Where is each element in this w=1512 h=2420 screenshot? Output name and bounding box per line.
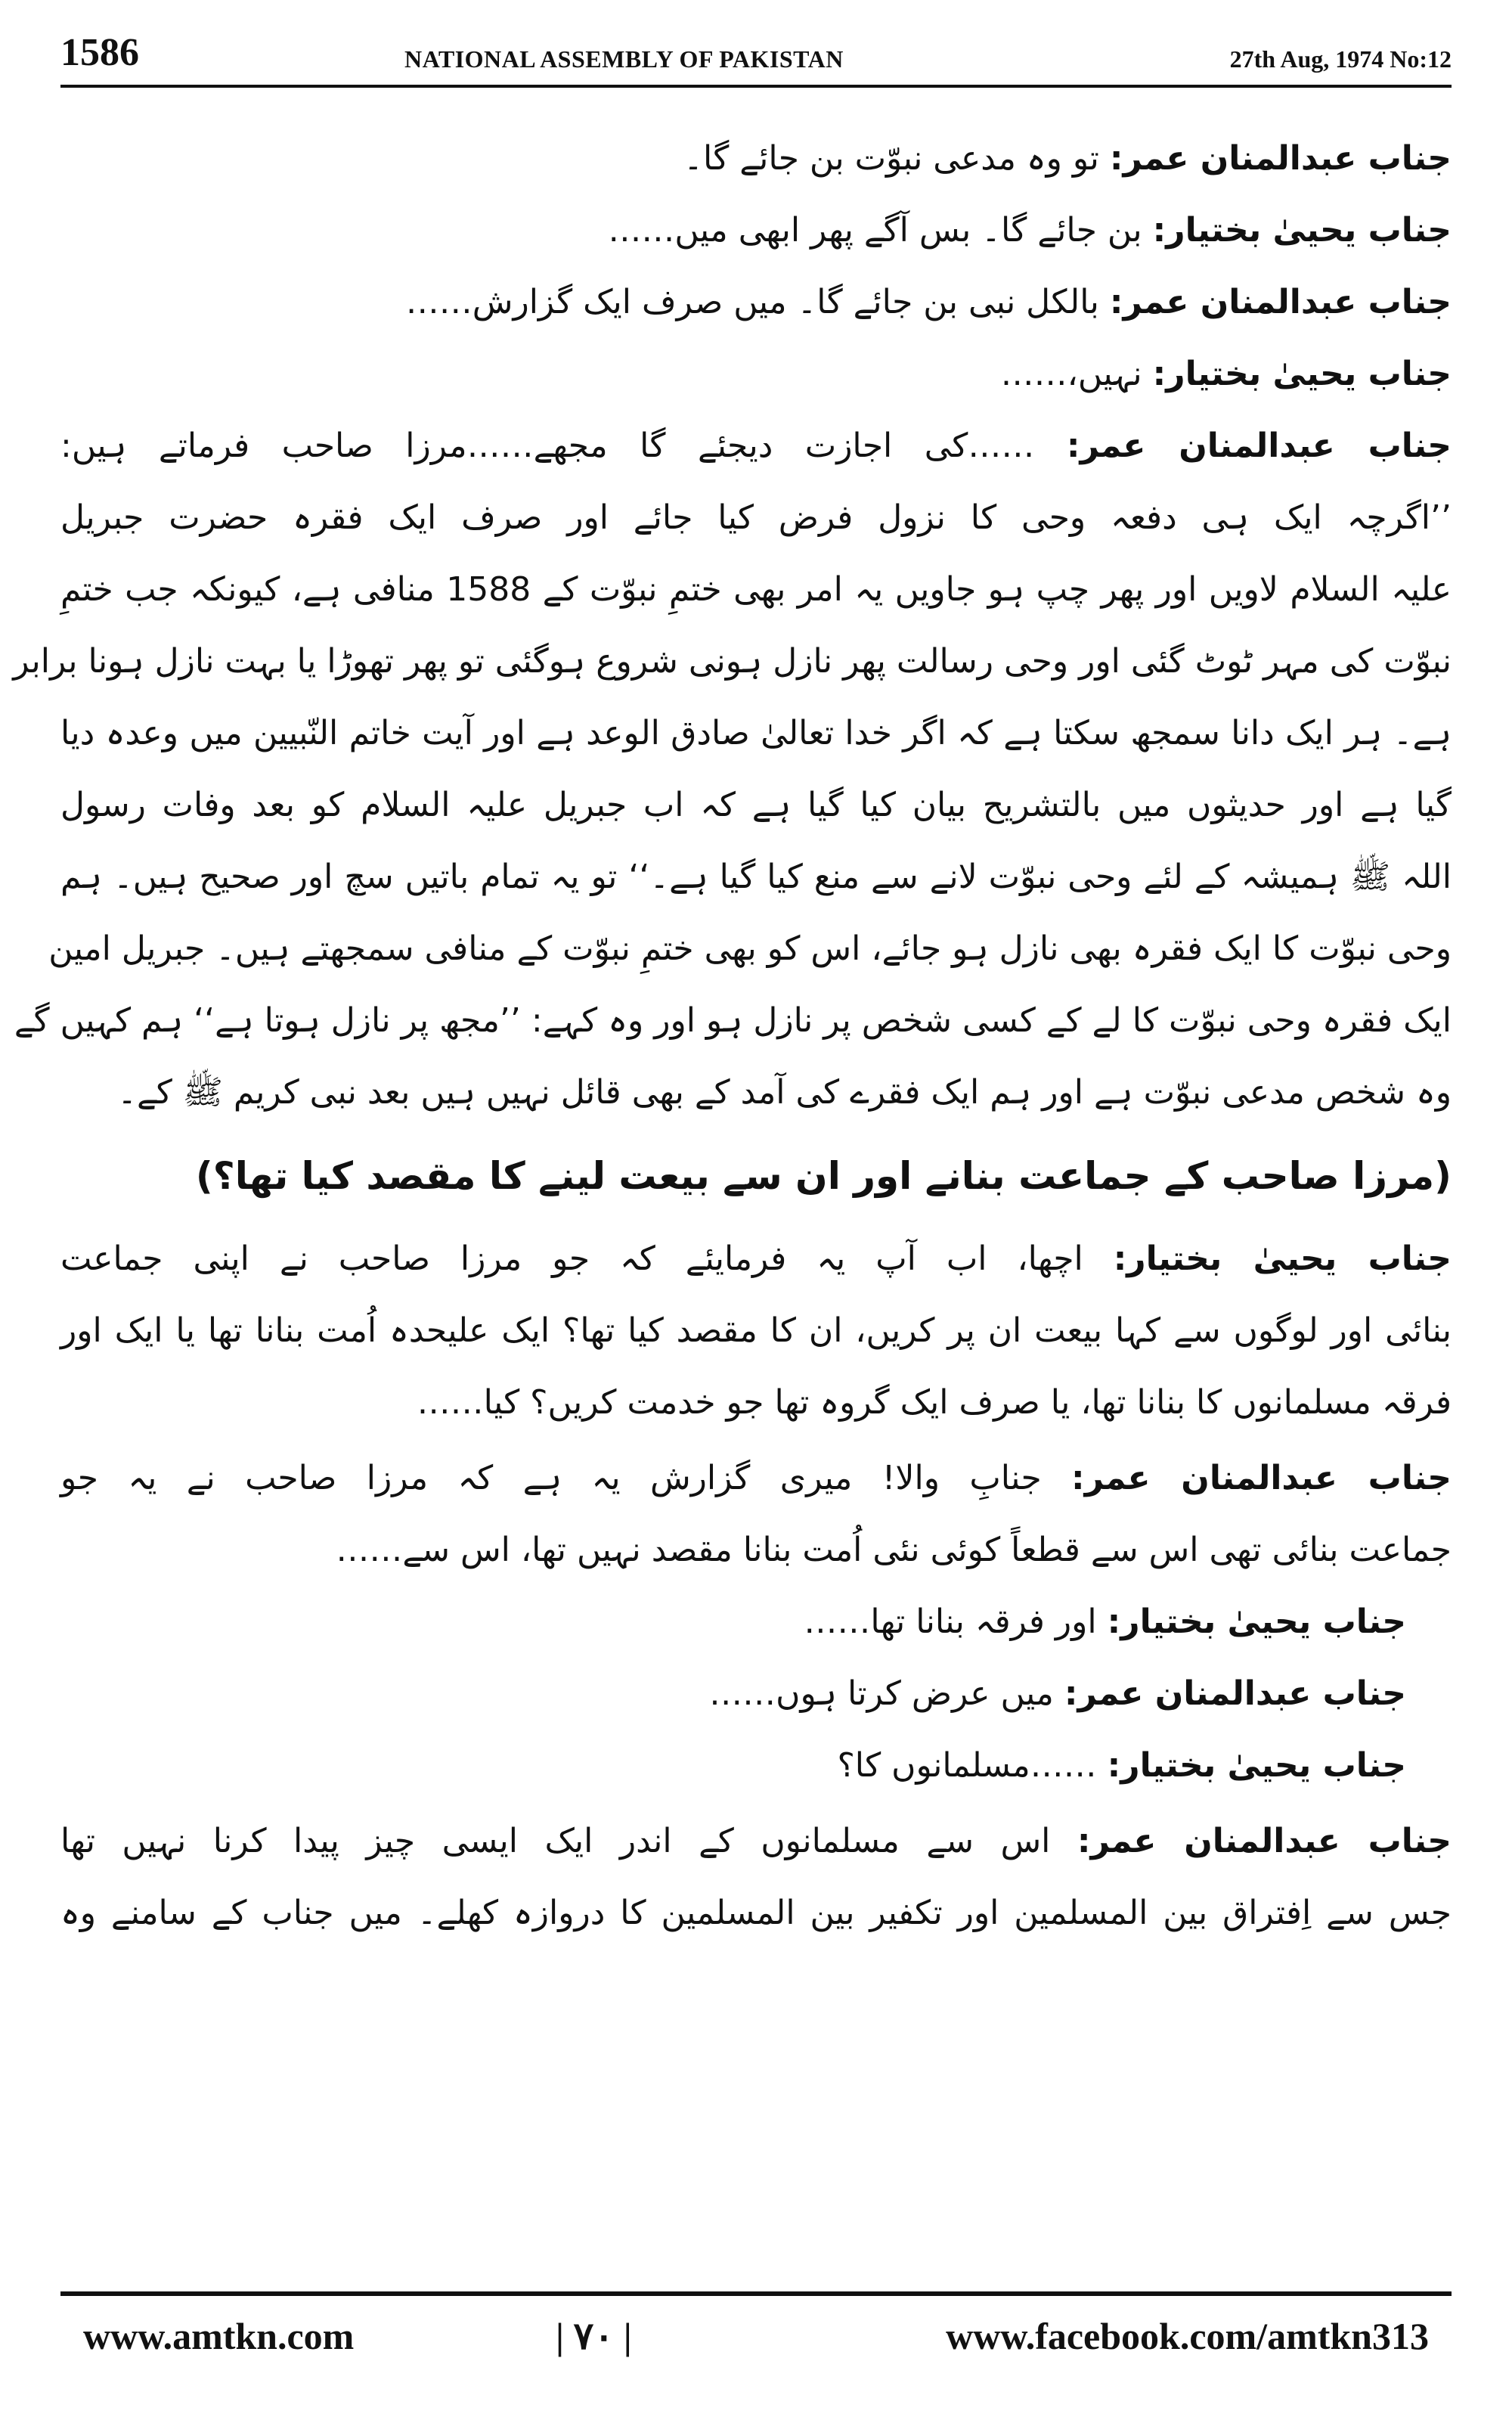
dialogue-line bbox=[60, 1516, 1452, 1584]
line-text: جنابِ والا! میری گزارش یہ ہے کہ مرزا صاحب نے یہ جو bbox=[60, 1459, 1072, 1497]
line-text: ایک فقرہ وحی نبوّت کا لے کے کسی شخص پر نازل ہو اور وہ کہے: ’’مجھ پر نازل ہوتا ہے‘‘ ہم کہیں گے bbox=[14, 1001, 1452, 1040]
line-text: نہیں،…… bbox=[1000, 355, 1153, 393]
speaker-name: جناب یحییٰ بختیار: bbox=[1113, 1239, 1452, 1278]
quote-line bbox=[60, 556, 1452, 624]
quote-line bbox=[48, 915, 1452, 983]
header-date-number: 27th Aug, 1974 No:12 bbox=[1229, 45, 1452, 73]
line-text: اللہ ﷺ ہمیشہ کے لئے وحی نبوّت لانے سے منع کیا گیا ہے۔‘‘ تو یہ تمام باتیں سچ اور صحیح ہیں۔ ہم bbox=[60, 858, 1452, 896]
quote-line bbox=[60, 771, 1452, 839]
heading-text: (مرزا صاحب کے جماعت بنانے اور ان سے بیعت لینے کا مقصد کیا تھا؟) bbox=[195, 1154, 1452, 1198]
dialogue-line bbox=[60, 1732, 1406, 1800]
speaker-name: جناب عبدالمنان عمر: bbox=[1109, 283, 1452, 321]
dialogue-line bbox=[60, 340, 1452, 408]
quote-line bbox=[60, 700, 1452, 768]
dialogue-line bbox=[60, 1879, 1452, 1947]
speaker-name: جناب عبدالمنان عمر: bbox=[1109, 139, 1452, 178]
quote-line bbox=[60, 484, 1452, 552]
section-heading bbox=[60, 1142, 1452, 1210]
line-text: گیا ہے اور حدیثوں میں بالتشریح بیان کیا گیا ہے کہ اب جبریل علیہ السلام کو بعد وفات رسول bbox=[60, 786, 1452, 824]
quote-line bbox=[60, 843, 1452, 911]
line-text: اور فرقہ بنانا تھا…… bbox=[804, 1602, 1108, 1641]
footer-page-marker: | ۷۰ | bbox=[556, 2315, 632, 2357]
dialogue-line bbox=[60, 1588, 1406, 1656]
line-text: فرقہ مسلمانوں کا بنانا تھا، یا صرف ایک گروہ تھا جو خدمت کریں؟ کیا…… bbox=[417, 1383, 1452, 1422]
dialogue-line bbox=[60, 1225, 1452, 1293]
speaker-name: جناب یحییٰ بختیار: bbox=[1152, 355, 1452, 393]
line-text: ……مسلمانوں کا؟ bbox=[837, 1746, 1108, 1785]
line-text: بن جائے گا۔ بس آگے پھر ابھی میں…… bbox=[608, 211, 1153, 250]
dialogue-line bbox=[60, 125, 1452, 193]
speaker-name: جناب عبدالمنان عمر: bbox=[1064, 1674, 1406, 1713]
speaker-name: جناب عبدالمنان عمر: bbox=[1071, 1459, 1452, 1497]
line-text: وہ شخص مدعی نبوّت ہے اور ہم ایک فقرے کی آمد کے بھی قائل نہیں ہیں بعد نبی کریم ﷺ کے۔ bbox=[117, 1073, 1452, 1112]
line-text: جس سے اِفتراق بین المسلمین اور تکفیر بین المسلمین کا دروازہ کھلے۔ میں جناب کے سامنے وہ bbox=[60, 1894, 1452, 1932]
header-divider bbox=[60, 85, 1452, 88]
page-header bbox=[60, 30, 1452, 83]
dialogue-line bbox=[60, 1297, 1452, 1365]
line-text: بالکل نبی بن جائے گا۔ میں صرف ایک گزارش…… bbox=[405, 283, 1110, 321]
header-title: NATIONAL ASSEMBLY OF PAKISTAN bbox=[404, 45, 844, 73]
dialogue-line bbox=[60, 412, 1452, 480]
line-text: ہے۔ ہر ایک دانا سمجھ سکتا ہے کہ اگر خدا تعالیٰ صادق الوعد ہے اور آیت خاتم النّبیین میں وعدہ دیا bbox=[60, 714, 1452, 752]
dialogue-line bbox=[60, 1660, 1406, 1728]
page-number: 1586 bbox=[60, 31, 139, 74]
line-text: ……کی اجازت دیجئے گا مجھے……مرزا صاحب فرماتے ہیں: bbox=[60, 427, 1067, 465]
line-text: وحی نبوّت کا ایک فقرہ بھی نازل ہو جائے، اس کو بھی ختمِ نبوّت کے منافی سمجھتے ہیں۔ جبریل امین bbox=[48, 929, 1452, 968]
line-text: علیہ السلام لاویں اور پھر چپ ہو جاویں یہ امر بھی ختمِ نبوّت کے 1588 منافی ہے، کیونکہ جب ختمِ bbox=[60, 570, 1452, 609]
dialogue-line bbox=[60, 268, 1452, 337]
quote-line bbox=[60, 1059, 1452, 1127]
line-text: اس سے مسلمانوں کے اندر ایک ایسی چیز پیدا کرنا نہیں تھا bbox=[60, 1822, 1077, 1860]
speaker-name: جناب عبدالمنان عمر: bbox=[1066, 427, 1452, 465]
line-text: جماعت بنائی تھی اس سے قطعاً کوئی نئی اُمت بنانا مقصد نہیں تھا، اس سے…… bbox=[336, 1531, 1452, 1569]
website-link[interactable]: www.amtkn.com bbox=[83, 2315, 355, 2357]
line-text: ’’اگرچہ ایک ہی دفعہ وحی کا نزول فرض کیا جائے اور صرف ایک فقرہ حضرت جبریل bbox=[60, 498, 1452, 537]
speaker-name: جناب یحییٰ بختیار: bbox=[1107, 1746, 1406, 1785]
speaker-name: جناب عبدالمنان عمر: bbox=[1077, 1822, 1452, 1860]
line-text: اچھا، اب آپ یہ فرمایئے کہ جو مرزا صاحب نے اپنی جماعت bbox=[60, 1239, 1114, 1278]
quote-line bbox=[13, 628, 1452, 696]
line-text: نبوّت کی مہر ٹوٹ گئی اور وحی رسالت پھر نازل ہونی شروع ہوگئی تو پھر تھوڑا یا بہت نازل ہونا برابر bbox=[13, 642, 1452, 681]
page-footer bbox=[60, 2314, 1452, 2375]
speaker-name: جناب یحییٰ بختیار: bbox=[1107, 1602, 1406, 1641]
dialogue-line bbox=[60, 1807, 1452, 1876]
dialogue-line bbox=[60, 197, 1452, 265]
quote-line bbox=[14, 987, 1452, 1055]
facebook-link[interactable]: www.facebook.com/amtkn313 bbox=[946, 2315, 1429, 2357]
dialogue-line bbox=[60, 1369, 1452, 1437]
dialogue-line bbox=[60, 1444, 1452, 1512]
speaker-name: جناب یحییٰ بختیار: bbox=[1152, 211, 1452, 250]
line-text: میں عرض کرتا ہوں…… bbox=[709, 1674, 1064, 1713]
line-text: تو وہ مدعی نبوّت بن جائے گا۔ bbox=[683, 139, 1110, 178]
footer-divider bbox=[60, 2291, 1452, 2296]
line-text: بنائی اور لوگوں سے کہا بیعت ان پر کریں، ان کا مقصد کیا تھا؟ ایک علیحدہ اُمت بنانا تھا یا ایک اور bbox=[60, 1311, 1452, 1350]
